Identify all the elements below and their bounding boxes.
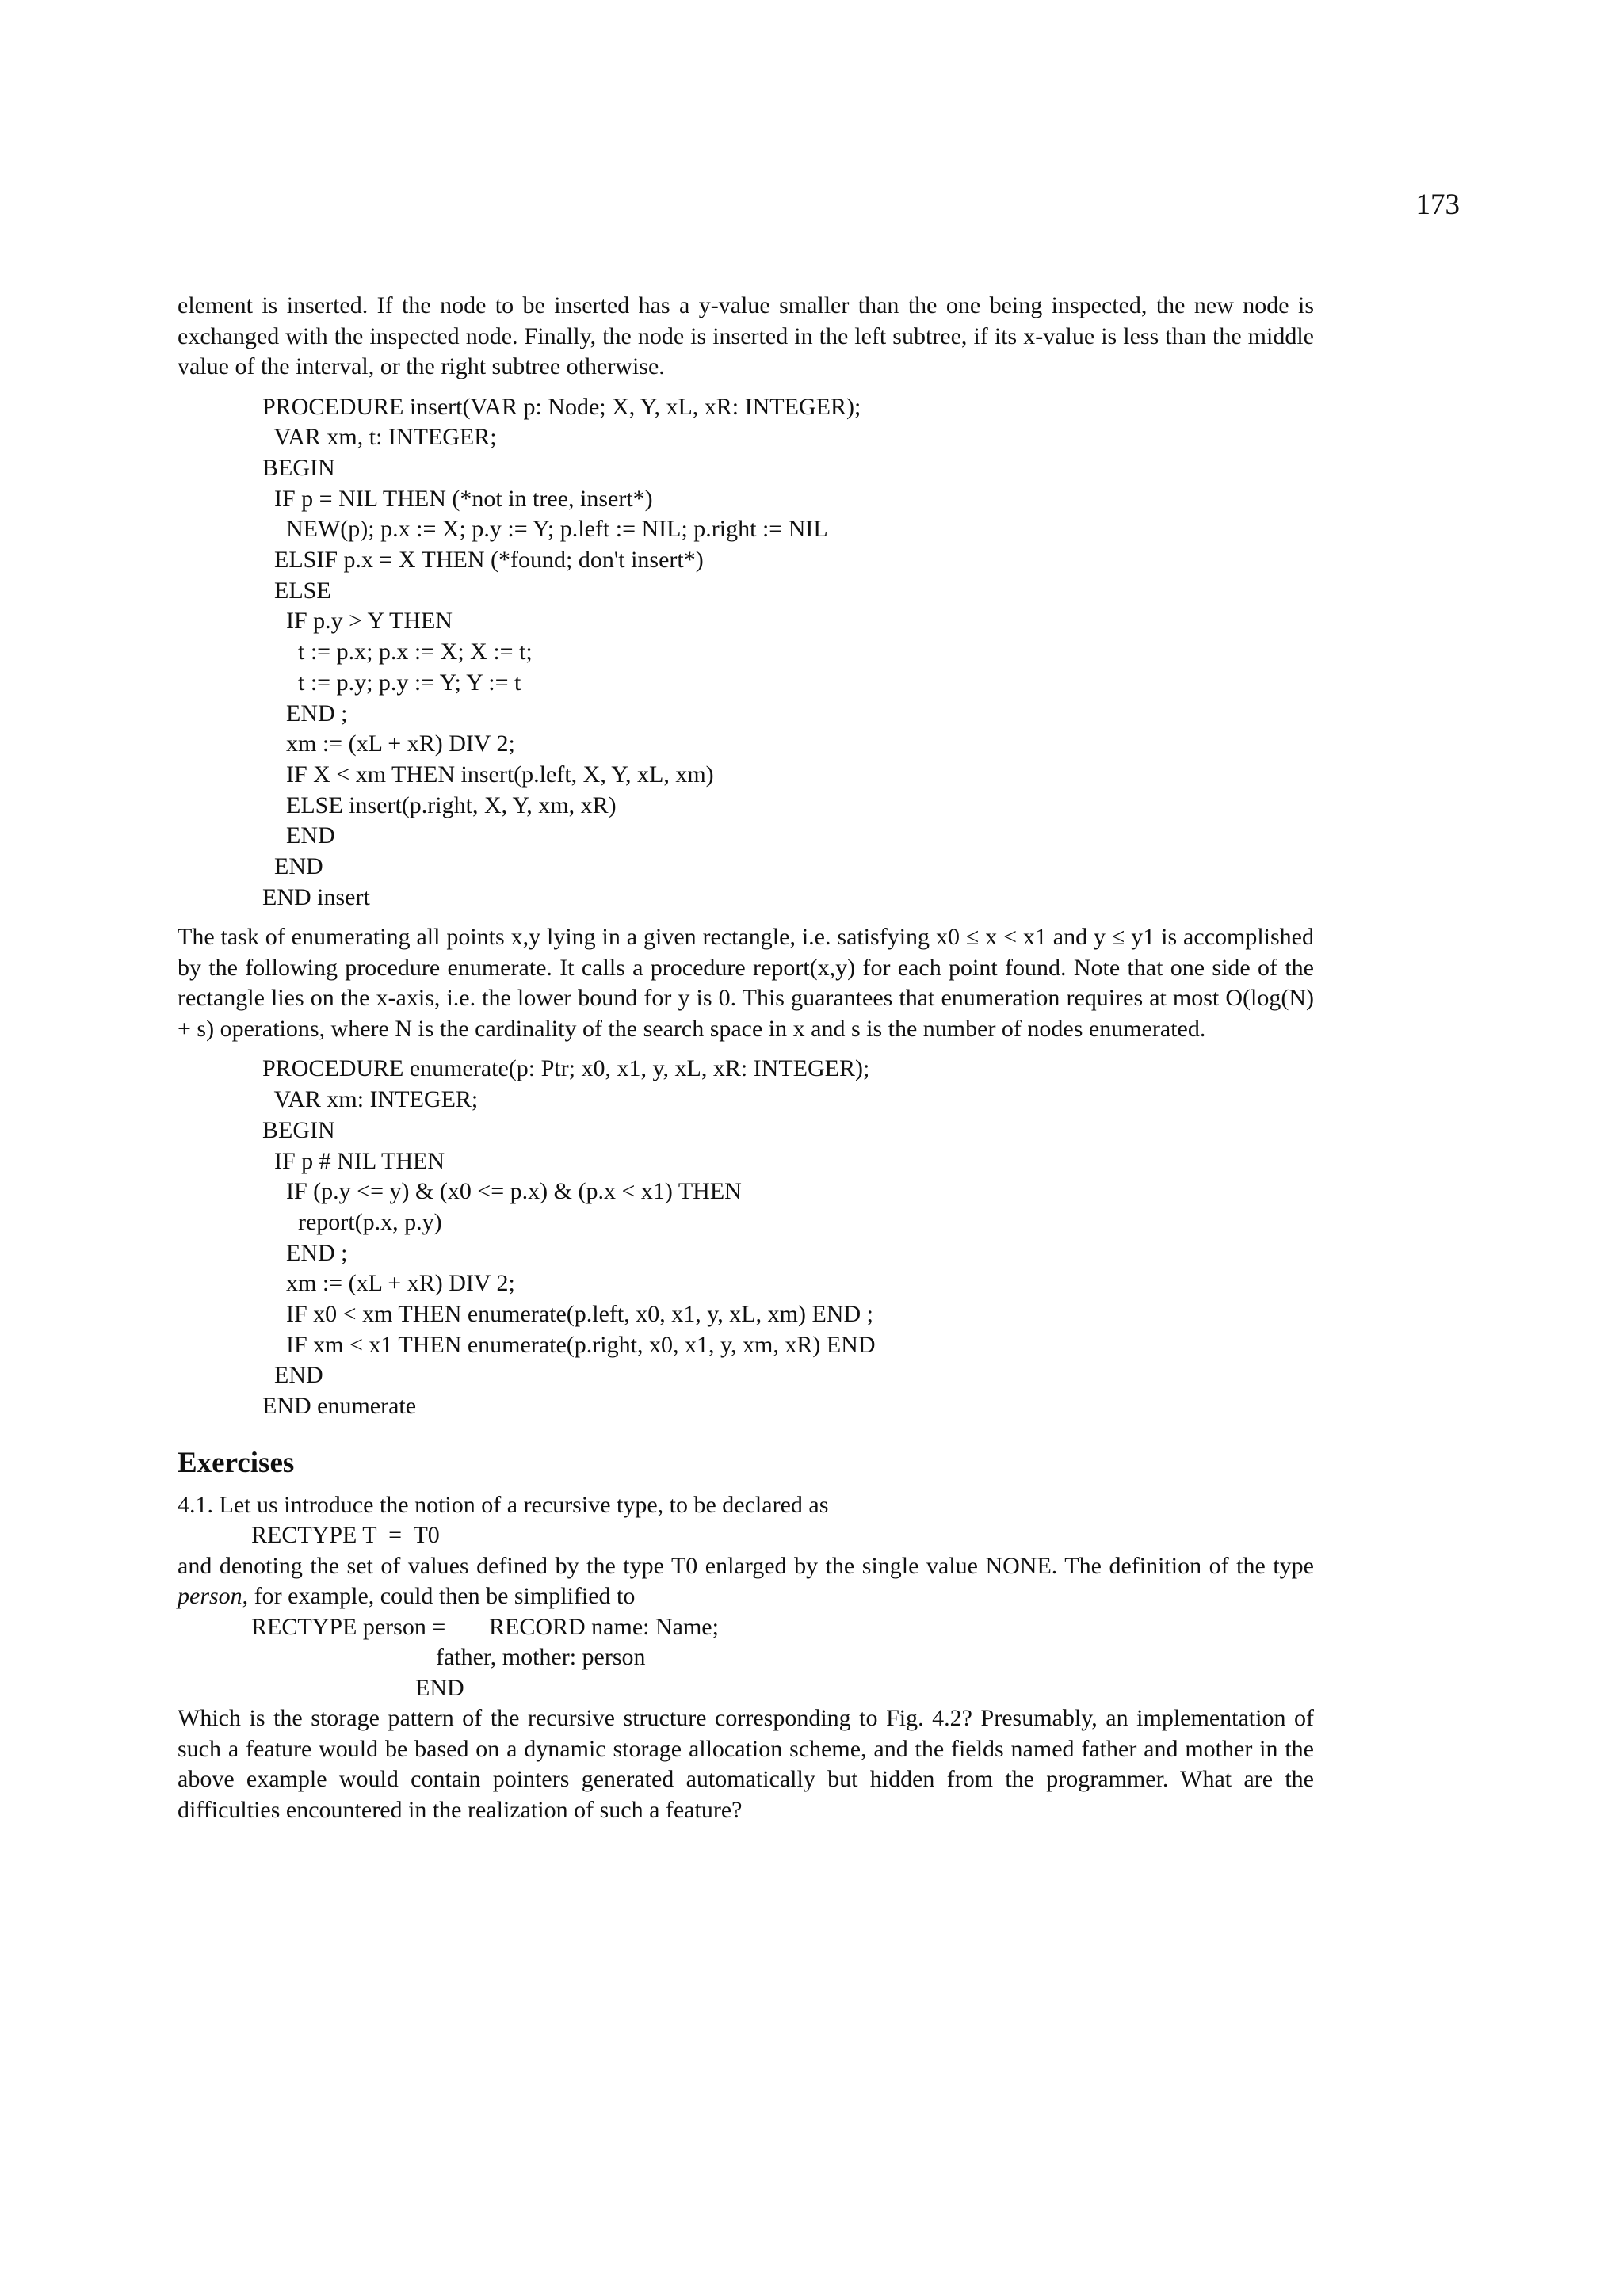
code-line: IF X < xm THEN insert(p.left, X, Y, xL, xm) bbox=[262, 761, 714, 788]
page-content bbox=[178, 291, 1314, 1825]
exercise-4-1-definition bbox=[178, 1551, 1314, 1612]
section-heading-exercises: Exercises bbox=[178, 1446, 295, 1479]
exercise-4-1-question: Which is the storage pattern of the recursive structure corresponding to Fig. 4.2? Presumably, an implementation of such a feature would be based on a dynamic storage allocation scheme, and the fields named father and mother in the above example would contain pointers generated automatically but hidden from the programmer. What are the difficulties encountered in the realization of such a feature? bbox=[178, 1705, 1314, 1823]
code-line: IF (p.y <= y) & (x0 <= p.x) & (p.x < x1) THEN bbox=[262, 1178, 742, 1205]
exercise-4-1-intro: 4.1. Let us introduce the notion of a recursive type, to be declared as bbox=[178, 1491, 829, 1518]
page-number: 173 bbox=[1415, 189, 1460, 221]
paragraph-insert-intro: element is inserted. If the node to be inserted has a y-value smaller than the one being inspected, the new node is exchanged with the inspected node. Finally, the node is inserted in the left subtree, if its x-value is less than the middle value of the interval, or the right subtree otherwise. bbox=[178, 292, 1314, 379]
code-line: PROCEDURE enumerate(p: Ptr; x0, x1, y, xL, xR: INTEGER); bbox=[262, 1055, 870, 1082]
definition-text-b: , for example, could then be simplified to bbox=[242, 1583, 636, 1610]
code-line: END ; bbox=[262, 1239, 348, 1266]
code-line: VAR xm, t: INTEGER; bbox=[262, 424, 497, 451]
code-block-enumerate bbox=[178, 1054, 1314, 1421]
code-line: IF xm < x1 THEN enumerate(p.right, x0, x1, y, xm, xR) END bbox=[262, 1331, 876, 1358]
code-line: BEGIN bbox=[262, 454, 335, 481]
record-line-parents: father, mother: person bbox=[436, 1644, 646, 1671]
code-line: ELSE insert(p.right, X, Y, xm, xR) bbox=[262, 791, 617, 818]
code-line: END bbox=[262, 853, 323, 880]
code-line: t := p.y; p.y := Y; Y := t bbox=[262, 669, 521, 696]
code-line: END bbox=[262, 1362, 323, 1389]
italic-term-person: person bbox=[178, 1583, 242, 1610]
code-line: END enumerate bbox=[262, 1393, 417, 1420]
code-line: ELSE bbox=[262, 577, 331, 604]
definition-text-a: and denoting the set of values defined by the type T0 enlarged by the single value NONE. The definition of the type bbox=[178, 1552, 1314, 1579]
code-line: IF x0 < xm THEN enumerate(p.left, x0, x1, y, xL, xm) END ; bbox=[262, 1301, 873, 1328]
paragraph-enumerate-intro: The task of enumerating all points x,y lying in a given rectangle, i.e. satisfying x0 ≤ x < x1 and y ≤ y1 is accomplished by the following procedure enumerate. It calls a procedure report(x,y) for each point found. Note that one side of the rectangle lies on the x-axis, i.e. the lower bound for y is 0. This guarantees that enumeration requires at most O(log(N) + s) operations, where N is the cardinality of the search space in x and s is the number of nodes enumerated. bbox=[178, 924, 1314, 1042]
code-line: report(p.x, p.y) bbox=[262, 1208, 442, 1235]
record-line-name: RECORD name: Name; bbox=[489, 1613, 719, 1640]
code-line: ELSIF p.x = X THEN (*found; don't insert*) bbox=[262, 547, 704, 574]
record-declaration bbox=[178, 1612, 1314, 1704]
code-line: xm := (xL + xR) DIV 2; bbox=[262, 730, 515, 757]
code-line: BEGIN bbox=[262, 1116, 335, 1143]
code-line: PROCEDURE insert(VAR p: Node; X, Y, xL, xR: INTEGER); bbox=[262, 393, 861, 420]
code-line: IF p.y > Y THEN bbox=[262, 608, 453, 635]
code-block-insert bbox=[178, 392, 1314, 913]
record-label: RECTYPE person = bbox=[251, 1613, 446, 1640]
code-line: VAR xm: INTEGER; bbox=[262, 1086, 479, 1113]
code-line: IF p # NIL THEN bbox=[262, 1147, 445, 1174]
code-line: END bbox=[262, 822, 335, 849]
code-line: xm := (xL + xR) DIV 2; bbox=[262, 1270, 515, 1297]
code-line: NEW(p); p.x := X; p.y := Y; p.left := NIL; p.right := NIL bbox=[262, 516, 828, 543]
code-line: END insert bbox=[262, 883, 370, 910]
code-line: END ; bbox=[262, 700, 348, 727]
record-end: END bbox=[415, 1674, 464, 1701]
code-line: IF p = NIL THEN (*not in tree, insert*) bbox=[262, 485, 653, 512]
code-line: t := p.x; p.x := X; X := t; bbox=[262, 639, 533, 666]
rectype-declaration: RECTYPE T = T0 bbox=[251, 1522, 440, 1549]
